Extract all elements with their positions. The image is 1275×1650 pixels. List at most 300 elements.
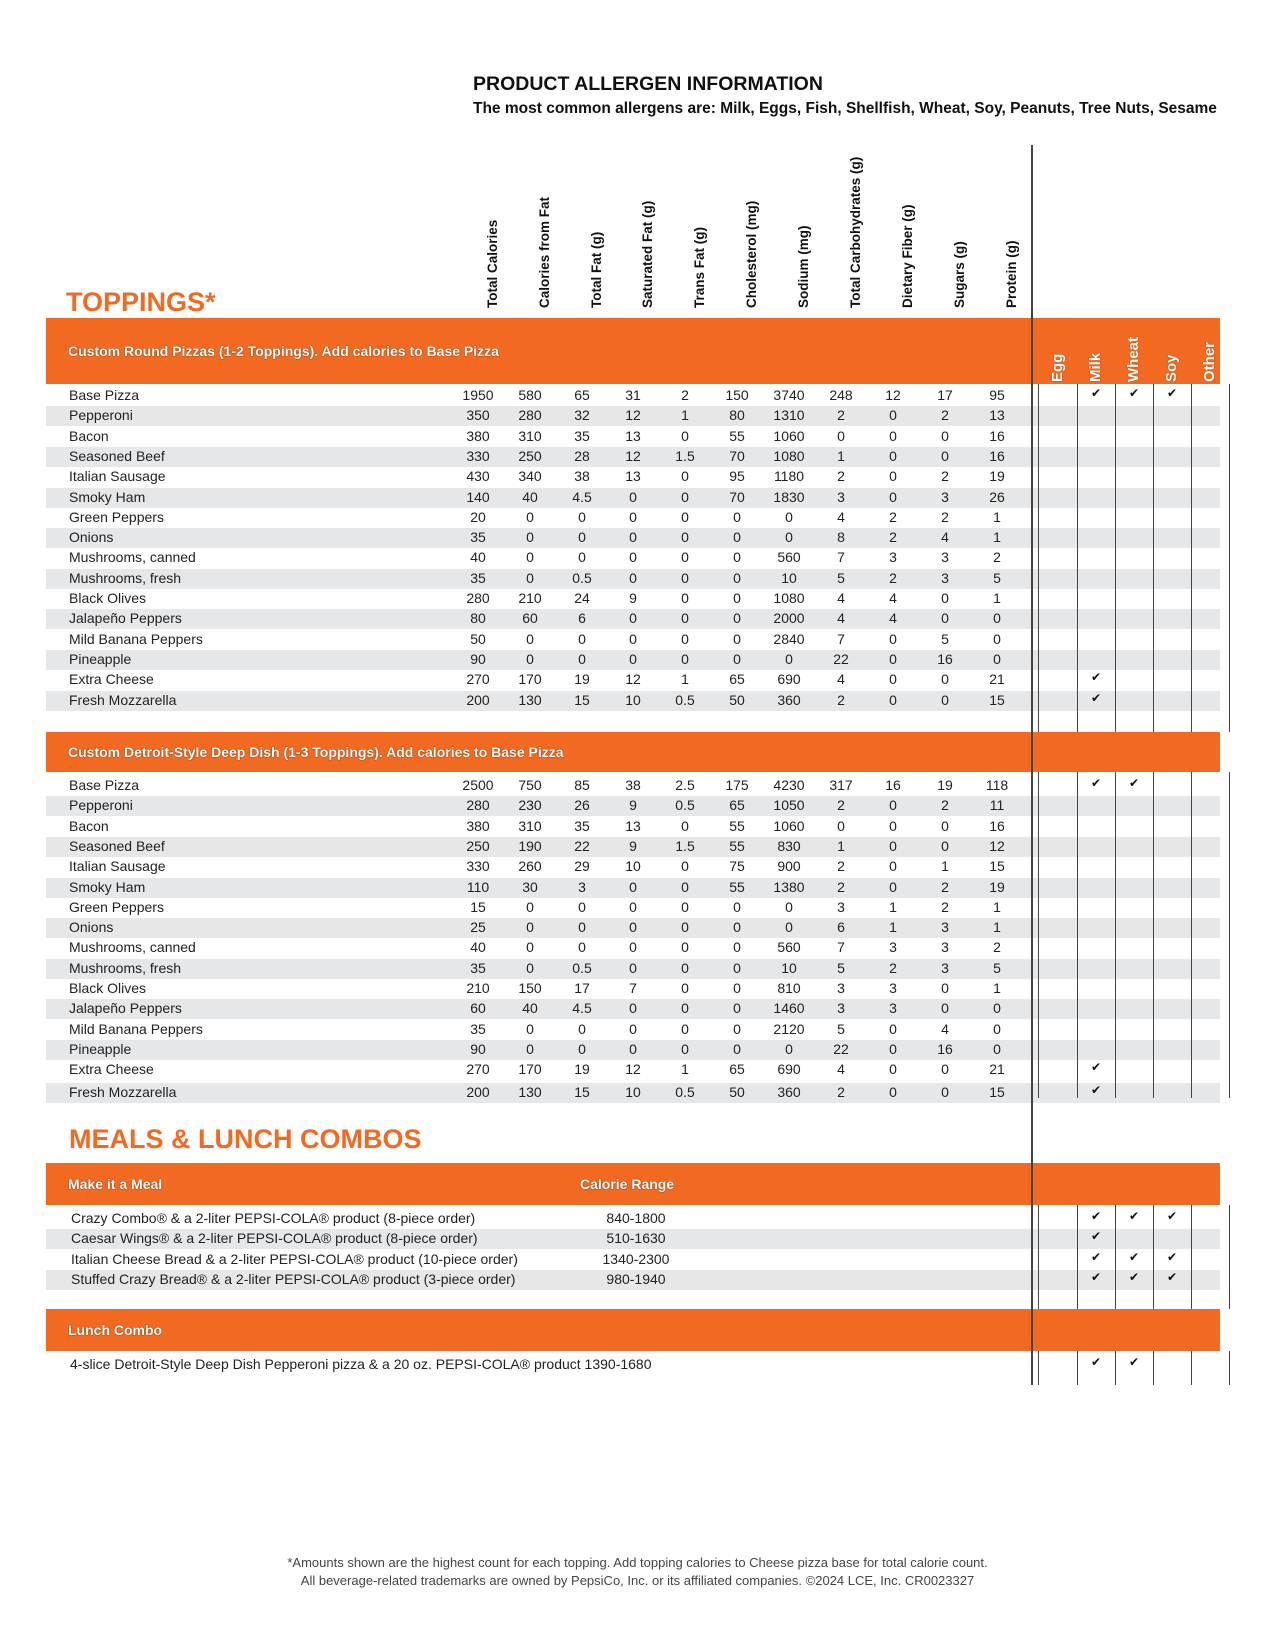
nutrient-value: 16 — [989, 427, 1005, 444]
nutrient-value: 1 — [837, 837, 845, 854]
nutrient-value: 0 — [941, 691, 949, 708]
nutrient-value: 2 — [837, 1083, 845, 1100]
nutrient-value: 29 — [574, 858, 590, 875]
nutrient-value: 0 — [526, 939, 534, 956]
nutrient-value: 16 — [937, 650, 953, 667]
table-row — [46, 691, 1220, 711]
nutrient-value: 20 — [470, 508, 486, 525]
grid-line — [1229, 1351, 1230, 1385]
nutrient-value: 1 — [837, 447, 845, 464]
nutrient-value: 2.5 — [675, 777, 695, 793]
nutrient-value: 310 — [518, 427, 542, 444]
nutrient-value: 0 — [629, 569, 637, 586]
nutrient-value: 3 — [941, 549, 949, 566]
topping-name: Base Pizza — [69, 777, 140, 793]
grid-line — [1153, 1351, 1154, 1385]
nutrient-value: 55 — [729, 878, 745, 895]
nutrient-value: 1 — [993, 590, 1001, 606]
nutrient-value: 0 — [578, 549, 586, 566]
nutrient-value: 0 — [526, 529, 534, 546]
table-row — [46, 776, 1220, 796]
grid-line — [1229, 384, 1230, 732]
meal-name: Italian Cheese Bread & a 2-liter PEPSI-COLA® product (10-piece order) — [71, 1250, 518, 1267]
check-mark-icon: ✔ — [1090, 1229, 1102, 1244]
nutrient-header: Trans Fat (g) — [692, 226, 707, 308]
nutrient-value: 2 — [941, 508, 949, 525]
nutrient-value: 0 — [629, 919, 637, 936]
grid-line — [1077, 1205, 1078, 1309]
nutrient-value: 13 — [625, 427, 641, 444]
check-mark-icon: ✔ — [1090, 1060, 1102, 1075]
nutrient-value: 2 — [837, 407, 845, 424]
nutrient-value: 0 — [578, 508, 586, 525]
check-mark-icon: ✔ — [1090, 1209, 1102, 1223]
nutrient-value: 15 — [989, 858, 1005, 875]
nutrient-value: 12 — [989, 837, 1005, 854]
nutrient-value: 12 — [625, 447, 641, 464]
nutrient-value: 2 — [941, 407, 949, 424]
allergen-header: Egg — [1049, 353, 1066, 382]
nutrient-header: Total Carbohydrates (g) — [848, 156, 863, 308]
nutrient-value: 0 — [941, 610, 949, 627]
grid-line — [1191, 1351, 1192, 1385]
nutrient-value: 4.5 — [572, 488, 592, 505]
nutrient-value: 5 — [941, 630, 949, 647]
nutrient-value: 170 — [518, 671, 542, 688]
nutrient-value: 1.5 — [675, 447, 695, 464]
nutrient-value: 0 — [629, 549, 637, 566]
nutrient-value: 16 — [989, 817, 1005, 834]
nutrient-value: 0 — [941, 980, 949, 996]
lunch-row — [46, 1355, 1220, 1375]
nutrient-value: 0 — [733, 610, 741, 627]
nutrient-value: 200 — [466, 691, 490, 708]
nutrient-value: 1 — [993, 529, 1001, 546]
table-row — [46, 918, 1220, 938]
nutrient-value: 4 — [837, 610, 845, 627]
nutrient-value: 3 — [889, 1000, 897, 1017]
nutrient-value: 0 — [629, 1040, 637, 1057]
nutrient-value: 2 — [941, 468, 949, 485]
nutrient-value: 1080 — [773, 590, 805, 606]
topping-name: Onions — [69, 529, 114, 546]
nutrient-value: 0 — [629, 1020, 637, 1037]
nutrient-value: 0 — [629, 610, 637, 627]
table-row — [46, 569, 1220, 589]
topping-name: Mushrooms, canned — [69, 939, 196, 956]
check-mark-icon: ✔ — [1128, 776, 1140, 790]
nutrient-value: 21 — [989, 671, 1005, 688]
nutrient-value: 95 — [989, 387, 1005, 403]
table-row — [46, 427, 1220, 447]
nutrient-value: 0 — [733, 1040, 741, 1057]
nutrient-value: 15 — [989, 691, 1005, 708]
nutrient-value: 50 — [729, 691, 745, 708]
nutrient-value: 130 — [518, 1083, 542, 1100]
nutrient-value: 810 — [777, 980, 801, 996]
nutrient-value: 0 — [681, 529, 689, 546]
nutrient-value: 22 — [574, 837, 590, 854]
table-row — [46, 999, 1220, 1019]
nutrient-value: 17 — [574, 980, 590, 996]
nutrient-value: 0 — [681, 549, 689, 566]
nutrient-value: 230 — [518, 797, 542, 814]
nutrient-value: 0 — [681, 630, 689, 647]
nutrient-value: 0 — [889, 817, 897, 834]
nutrient-value: 0 — [733, 590, 741, 606]
nutrient-value: 15 — [470, 898, 486, 915]
nutrient-value: 5 — [837, 569, 845, 586]
topping-name: Mushrooms, canned — [69, 549, 196, 566]
nutrient-value: 35 — [470, 529, 486, 546]
nutrient-value: 13 — [625, 817, 641, 834]
nutrient-value: 80 — [729, 407, 745, 424]
nutrient-value: 830 — [777, 837, 801, 854]
nutrient-value: 40 — [470, 939, 486, 956]
nutrient-value: 0 — [629, 630, 637, 647]
nutrient-value: 0 — [578, 939, 586, 956]
nutrient-value: 0 — [629, 529, 637, 546]
nutrient-value: 60 — [522, 610, 538, 627]
topping-name: Pineapple — [69, 650, 132, 667]
topping-name: Mushrooms, fresh — [69, 959, 182, 976]
nutrient-value: 3 — [578, 878, 586, 895]
topping-name: Mild Banana Peppers — [69, 630, 203, 647]
nutrient-value: 330 — [466, 447, 490, 464]
table-row — [46, 1060, 1220, 1080]
nutrient-value: 2 — [837, 858, 845, 875]
nutrient-value: 260 — [518, 858, 542, 875]
nutrient-value: 1180 — [773, 468, 805, 485]
nutrient-value: 1 — [681, 671, 689, 688]
nutrient-value: 0 — [681, 569, 689, 586]
nutrient-value: 0 — [941, 447, 949, 464]
nutrient-value: 0 — [526, 549, 534, 566]
check-mark-icon: ✔ — [1166, 1269, 1178, 1284]
nutrient-value: 0 — [889, 1083, 897, 1100]
nutrient-value: 2000 — [773, 610, 805, 627]
nutrient-value: 0 — [941, 427, 949, 444]
lunch-name: 4-slice Detroit-Style Deep Dish Pepperoni pizza & a 20 oz. PEPSI-COLA® product 1390-1680 — [70, 1356, 652, 1372]
nutrient-value: 0 — [681, 858, 689, 875]
nutrient-value: 110 — [466, 878, 490, 895]
nutrient-value: 2 — [993, 939, 1001, 956]
nutrient-value: 0 — [578, 630, 586, 647]
topping-name: Jalapeño Peppers — [69, 1000, 182, 1017]
nutrient-value: 16 — [989, 447, 1005, 464]
nutrient-value: 1380 — [773, 878, 805, 895]
table-row — [46, 796, 1220, 816]
nutrient-value: 16 — [885, 777, 901, 793]
nutrient-value: 3 — [837, 488, 845, 505]
nutrient-value: 15 — [989, 1083, 1005, 1100]
nutrient-value: 350 — [466, 407, 490, 424]
nutrient-value: 1460 — [773, 1000, 805, 1017]
nutrient-value: 0.5 — [675, 1083, 695, 1100]
nutrient-value: 1 — [889, 919, 897, 936]
nutrient-value: 0 — [837, 817, 845, 834]
nutrient-value: 0.5 — [675, 691, 695, 708]
nutrient-value: 175 — [725, 777, 749, 793]
nutrient-value: 0 — [733, 1000, 741, 1017]
check-mark-icon: ✔ — [1128, 1209, 1140, 1223]
nutrient-value: 95 — [729, 468, 745, 485]
topping-name: Smoky Ham — [69, 488, 146, 505]
nutrient-value: 0 — [941, 837, 949, 854]
nutrient-value: 5 — [837, 959, 845, 976]
nutrient-value: 0 — [941, 1083, 949, 1100]
nutrient-value: 0 — [993, 630, 1001, 647]
nutrient-value: 19 — [989, 878, 1005, 895]
nutrient-value: 2 — [837, 878, 845, 895]
nutrient-value: 3 — [941, 959, 949, 976]
check-mark-icon: ✔ — [1128, 1269, 1140, 1284]
check-mark-icon: ✔ — [1090, 776, 1102, 790]
nutrient-value: 380 — [466, 817, 490, 834]
nutrient-value: 24 — [574, 590, 590, 606]
nutrient-value: 12 — [625, 671, 641, 688]
nutrient-value: 2 — [837, 691, 845, 708]
nutrient-value: 380 — [466, 427, 490, 444]
nutrient-value: 25 — [470, 919, 486, 936]
allergen-header: Milk — [1087, 352, 1104, 382]
topping-name: Mild Banana Peppers — [69, 1020, 203, 1037]
nutrient-value: 1 — [993, 508, 1001, 525]
nutrient-value: 4 — [837, 1061, 845, 1078]
nutrient-value: 4 — [889, 590, 897, 606]
nutrient-value: 0 — [526, 569, 534, 586]
table-row — [46, 670, 1220, 690]
nutrient-header: Sodium (mg) — [796, 225, 811, 308]
nutrient-value: 150 — [725, 387, 749, 403]
nutrient-value: 7 — [837, 549, 845, 566]
nutrient-value: 2 — [993, 549, 1001, 566]
nutrient-value: 0 — [578, 1020, 586, 1037]
nutrient-value: 3 — [837, 980, 845, 996]
check-mark-icon: ✔ — [1166, 1249, 1178, 1264]
grid-line — [1038, 384, 1039, 732]
topping-name: Extra Cheese — [69, 1061, 154, 1078]
topping-name: Onions — [69, 919, 114, 936]
check-mark-icon: ✔ — [1166, 1209, 1178, 1223]
nutrient-value: 0 — [629, 650, 637, 667]
nutrient-header: Total Calories — [485, 219, 500, 308]
check-mark-icon: ✔ — [1128, 386, 1140, 400]
nutrient-value: 0 — [941, 671, 949, 688]
nutrient-value: 2 — [889, 508, 897, 525]
nutrient-value: 90 — [470, 1040, 486, 1057]
check-mark-icon: ✔ — [1128, 1355, 1140, 1369]
nutrient-value: 0 — [526, 630, 534, 647]
topping-name: Seasoned Beef — [69, 837, 165, 854]
nutrient-value: 80 — [470, 610, 486, 627]
nutrient-value: 55 — [729, 817, 745, 834]
nutrient-value: 1 — [993, 980, 1001, 996]
nutrient-value: 270 — [466, 1061, 490, 1078]
nutrient-value: 360 — [777, 691, 801, 708]
nutrient-value: 118 — [985, 777, 1009, 793]
nutrient-value: 2500 — [462, 777, 494, 793]
nutrient-value: 0 — [526, 959, 534, 976]
nutrient-value: 3740 — [773, 387, 805, 403]
table-row — [46, 630, 1220, 650]
page-title: PRODUCT ALLERGEN INFORMATION — [473, 73, 823, 95]
nutrient-value: 0 — [681, 590, 689, 606]
nutrient-value: 0 — [526, 898, 534, 915]
nutrient-value: 2 — [889, 959, 897, 976]
nutrient-value: 0 — [526, 650, 534, 667]
nutrient-value: 0 — [681, 610, 689, 627]
nutrient-value: 0 — [993, 1040, 1001, 1057]
nutrient-header: Dietary Fiber (g) — [900, 204, 915, 308]
topping-name: Pepperoni — [69, 797, 133, 814]
nutrient-header: Sugars (g) — [952, 241, 967, 308]
calorie-range-label: Calorie Range — [580, 1176, 675, 1192]
nutrient-value: 0 — [889, 468, 897, 485]
nutrient-value: 1 — [993, 919, 1001, 936]
table-row — [46, 857, 1220, 877]
nutrient-value: 4230 — [773, 777, 805, 793]
nutrient-value: 280 — [466, 590, 490, 606]
nutrient-header: Total Fat (g) — [589, 231, 604, 308]
topping-name: Black Olives — [69, 590, 147, 606]
nutrient-value: 0 — [889, 650, 897, 667]
nutrient-value: 60 — [470, 1000, 486, 1017]
nutrient-value: 0 — [681, 427, 689, 444]
nutrient-value: 50 — [470, 630, 486, 647]
nutrient-value: 0 — [889, 1040, 897, 1057]
calorie-range: 840-1800 — [606, 1210, 666, 1226]
nutrient-value: 0 — [733, 959, 741, 976]
nutrient-value: 270 — [466, 671, 490, 688]
table-row — [46, 386, 1220, 406]
nutrient-value: 19 — [574, 671, 590, 688]
nutrient-value: 0 — [681, 878, 689, 895]
nutrient-value: 0 — [785, 508, 793, 525]
nutrient-value: 19 — [989, 468, 1005, 485]
nutrient-value: 0 — [941, 1061, 949, 1078]
grid-line — [1077, 772, 1078, 1098]
nutrient-value: 0 — [578, 650, 586, 667]
nutrient-value: 0 — [733, 508, 741, 525]
grid-line — [1191, 772, 1192, 1098]
nutrient-value: 0 — [526, 1020, 534, 1037]
nutrient-value: 75 — [729, 858, 745, 875]
nutrient-value: 0 — [889, 447, 897, 464]
grid-line — [1229, 772, 1230, 1098]
meal-name: Crazy Combo® & a 2-liter PEPSI-COLA® product (8-piece order) — [71, 1210, 476, 1226]
nutrient-value: 250 — [466, 837, 490, 854]
nutrient-value: 0 — [889, 427, 897, 444]
meals-heading: MEALS & LUNCH COMBOS — [69, 1124, 422, 1154]
table-row — [46, 650, 1220, 670]
nutrient-value: 6 — [578, 610, 586, 627]
check-mark-icon: ✔ — [1166, 386, 1178, 400]
nutrient-value: 90 — [470, 650, 486, 667]
nutrient-value: 0 — [733, 919, 741, 936]
nutrient-value: 1 — [889, 898, 897, 915]
nutrient-value: 2 — [941, 878, 949, 895]
check-mark-icon: ✔ — [1128, 1249, 1140, 1264]
nutrient-value: 2 — [837, 468, 845, 485]
table-row — [46, 589, 1220, 609]
nutrient-value: 28 — [574, 447, 590, 464]
allergen-subtitle: The most common allergens are: Milk, Eggs, Fish, Shellfish, Wheat, Soy, Peanuts, Tree Nuts, Sesame — [473, 100, 1217, 117]
nutrient-value: 0 — [733, 569, 741, 586]
nutrient-value: 7 — [837, 939, 845, 956]
table-row — [46, 609, 1220, 629]
nutrient-value: 2 — [889, 569, 897, 586]
table-row — [46, 447, 1220, 467]
nutrient-value: 0 — [526, 1040, 534, 1057]
nutrient-value: 190 — [518, 837, 542, 854]
nutrient-value: 0 — [681, 1000, 689, 1017]
nutrient-value: 0 — [733, 939, 741, 956]
nutrient-value: 0 — [629, 939, 637, 956]
nutrient-value: 1060 — [773, 817, 805, 834]
nutrient-header: Calories from Fat — [537, 196, 552, 308]
nutrient-value: 26 — [574, 797, 590, 814]
grid-line — [1115, 772, 1116, 1098]
meal-band-label: Make it a Meal — [68, 1176, 163, 1192]
nutrient-value: 26 — [989, 488, 1005, 505]
nutrient-value: 4 — [837, 508, 845, 525]
nutrient-value: 65 — [729, 671, 745, 688]
nutrient-value: 0 — [889, 630, 897, 647]
nutrient-value: 310 — [518, 817, 542, 834]
topping-name: Green Peppers — [69, 898, 164, 915]
toppings-heading: TOPPINGS* — [66, 287, 216, 317]
grid-line — [1115, 1351, 1116, 1385]
nutrient-value: 16 — [937, 1040, 953, 1057]
nutrient-value: 280 — [466, 797, 490, 814]
nutrient-value: 0 — [889, 858, 897, 875]
nutrient-value: 3 — [837, 1000, 845, 1017]
nutrient-value: 19 — [574, 1061, 590, 1078]
nutrient-value: 21 — [989, 1061, 1005, 1078]
nutrient-value: 0 — [889, 1020, 897, 1037]
check-mark-icon: ✔ — [1090, 1082, 1102, 1097]
grid-line — [1191, 1205, 1192, 1309]
nutrient-value: 32 — [574, 407, 590, 424]
nutrient-value: 65 — [729, 1061, 745, 1078]
topping-name: Extra Cheese — [69, 671, 154, 688]
grid-line — [1038, 1205, 1039, 1309]
nutrient-value: 0 — [837, 427, 845, 444]
topping-name: Fresh Mozzarella — [69, 1083, 177, 1100]
nutrient-value: 5 — [993, 569, 1001, 586]
nutrient-value: 560 — [777, 549, 801, 566]
nutrient-value: 13 — [625, 468, 641, 485]
nutrient-value: 31 — [625, 387, 641, 403]
nutrient-value: 0 — [941, 1000, 949, 1017]
topping-name: Black Olives — [69, 980, 147, 996]
nutrient-value: 12 — [885, 387, 901, 403]
nutrient-value: 35 — [574, 817, 590, 834]
nutrient-value: 4 — [941, 529, 949, 546]
nutrient-value: 0 — [993, 1020, 1001, 1037]
grid-line — [1115, 1205, 1116, 1309]
nutrient-value: 0 — [785, 529, 793, 546]
nutrient-value: 150 — [518, 980, 542, 996]
nutrient-value: 1 — [681, 407, 689, 424]
nutrient-value: 0 — [889, 671, 897, 688]
nutrient-value: 0 — [733, 549, 741, 566]
nutrient-value: 12 — [625, 1061, 641, 1078]
nutrient-value: 30 — [522, 878, 538, 895]
nutrient-value: 9 — [629, 590, 637, 606]
nutrient-value: 0 — [733, 529, 741, 546]
